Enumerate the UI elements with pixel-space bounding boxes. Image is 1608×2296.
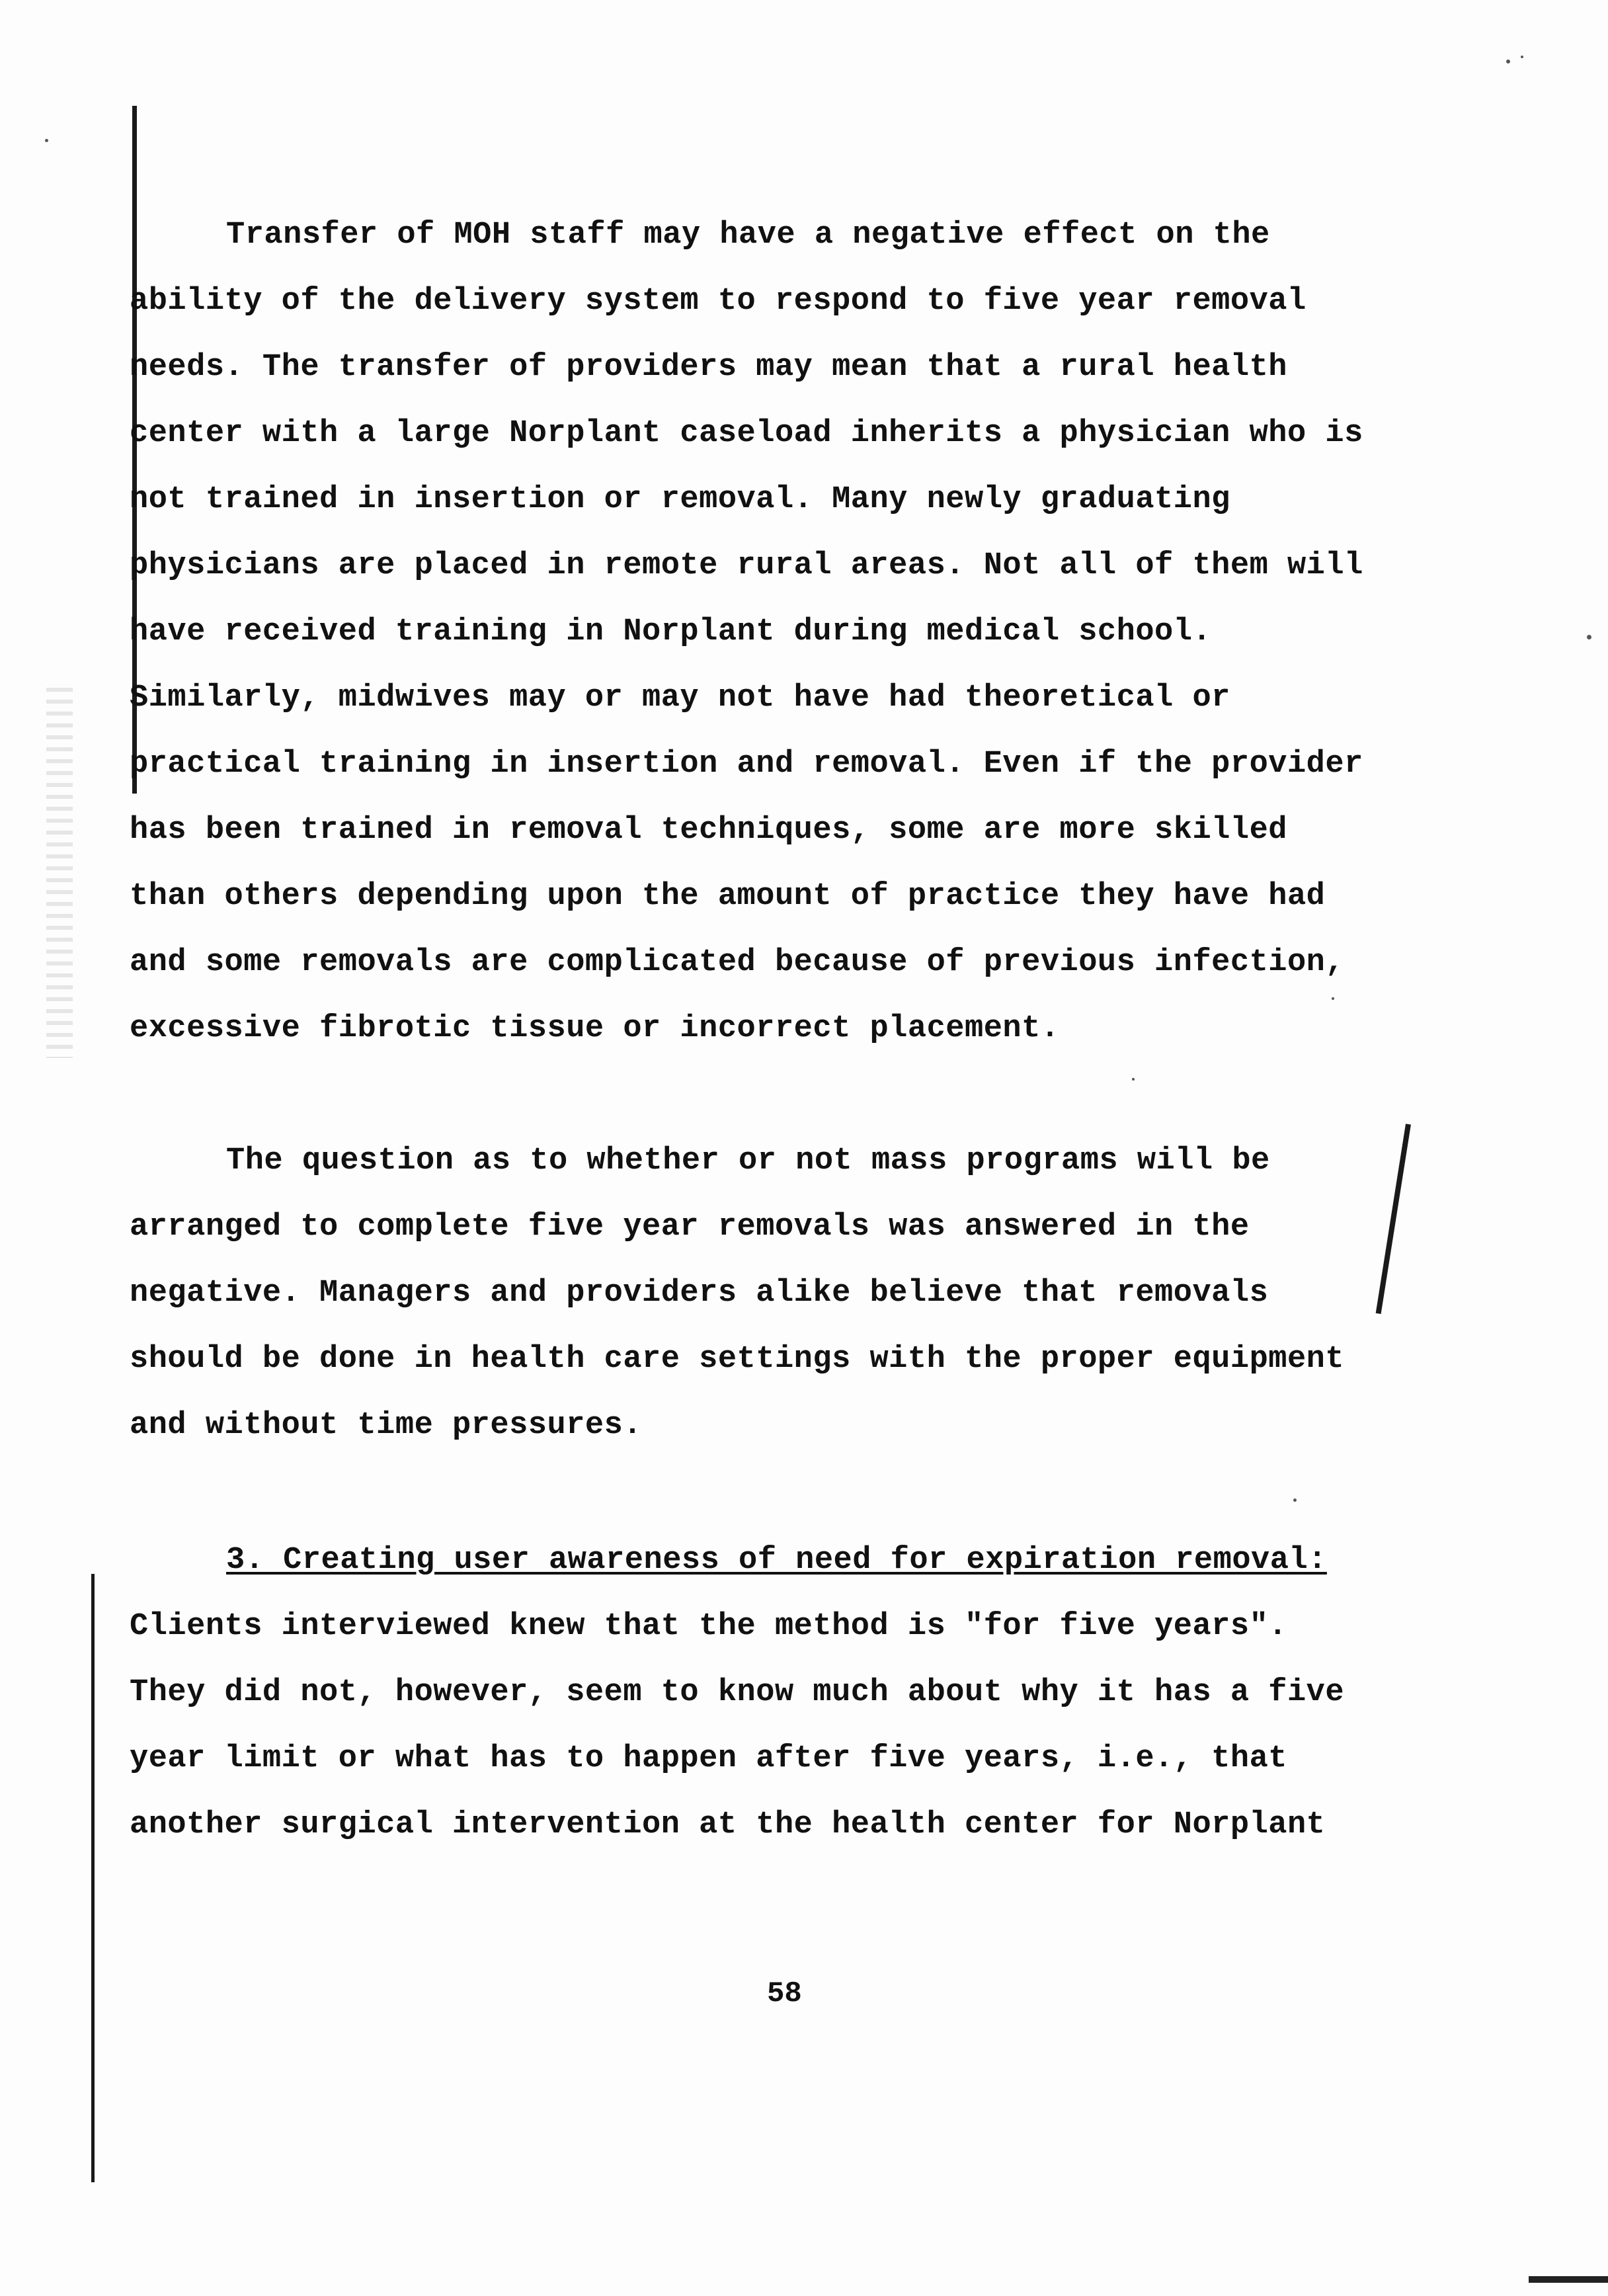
- page-number: 58: [767, 1977, 802, 2010]
- paragraph1-line: physicians are placed in remote rural areas. Not all of them will: [130, 548, 1363, 583]
- margin-pen-mark: [1376, 1124, 1411, 1314]
- paragraph1-line: practical training in insertion and removal. Even if the provider: [130, 747, 1363, 782]
- speck: [1521, 56, 1523, 58]
- speck: [1132, 1078, 1135, 1081]
- paragraph2-line: should be done in health care settings with the proper equipment: [130, 1342, 1345, 1377]
- left-margin-bar-lower: [91, 1574, 95, 2182]
- paragraph2-line: and without time pressures.: [130, 1408, 643, 1443]
- section-heading: 3. Creating user awareness of need for expiration removal:: [226, 1543, 1327, 1578]
- speck: [1293, 1498, 1297, 1502]
- paragraph1-line: has been trained in removal techniques, some are more skilled: [130, 813, 1287, 848]
- paragraph1-line: have received training in Norplant during medical school.: [130, 614, 1212, 649]
- speck: [1332, 997, 1334, 1000]
- corner-mark: [1529, 2276, 1608, 2283]
- speck: [45, 139, 48, 142]
- paragraph1-line: ability of the delivery system to respond to five year removal: [130, 284, 1306, 319]
- speck: [1506, 60, 1510, 63]
- paragraph1-line: and some removals are complicated because of previous infection,: [130, 945, 1345, 980]
- paragraph2-line: negative. Managers and providers alike believe that removals: [130, 1276, 1269, 1311]
- paragraph2-line: arranged to complete five year removals was answered in the: [130, 1210, 1250, 1245]
- section3-line: year limit or what has to happen after five years, i.e., that: [130, 1741, 1287, 1776]
- paragraph1-line: Similarly, midwives may or may not have had theoretical or: [130, 680, 1230, 716]
- section3-line: another surgical intervention at the health center for Norplant: [130, 1807, 1326, 1842]
- speck: [1587, 635, 1591, 639]
- paragraph2-line: The question as to whether or not mass programs will be: [226, 1143, 1270, 1178]
- paragraph1-line: than others depending upon the amount of practice they have had: [130, 879, 1326, 914]
- paragraph1-line: needs. The transfer of providers may mean that a rural health: [130, 350, 1287, 385]
- section3-line: Clients interviewed knew that the method is "for five years".: [130, 1609, 1287, 1644]
- paragraph1-line: Transfer of MOH staff may have a negative effect on the: [226, 218, 1270, 253]
- paragraph1-line: excessive fibrotic tissue or incorrect placement.: [130, 1011, 1060, 1046]
- paragraph1-line: not trained in insertion or removal. Many newly graduating: [130, 482, 1230, 517]
- paragraph1-line: center with a large Norplant caseload inherits a physician who is: [130, 416, 1363, 451]
- section3-line: They did not, however, seem to know much about why it has a five: [130, 1675, 1345, 1710]
- scan-smudge: [46, 688, 73, 1058]
